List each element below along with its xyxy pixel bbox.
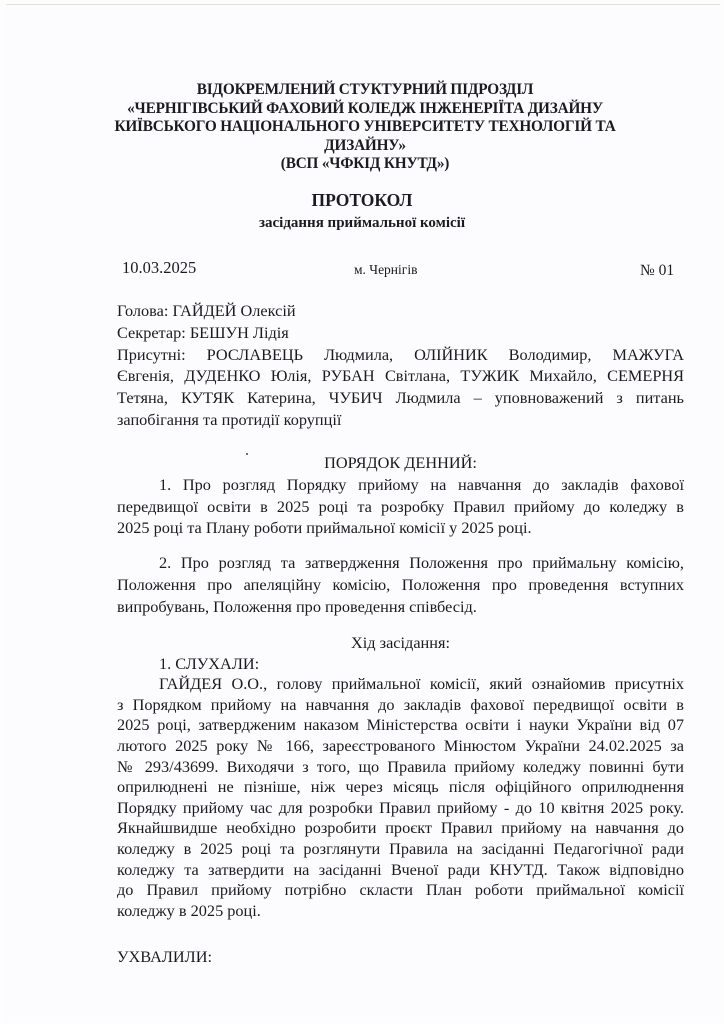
heard-line: оприлюднені не пізніше, ніж через місяць після офіційного оприлюднення bbox=[117, 777, 684, 797]
proceedings-block bbox=[117, 633, 684, 968]
present-line: Тетяна, КУТЯК Катерина, ЧУБИЧ Людмила – уповноважений з питань bbox=[117, 388, 684, 408]
agenda-line: випробувань, Положення про проведення співбесід. bbox=[117, 596, 477, 616]
heard-line: 2025 році, затвердженим наказом Міністерства освіти і науки України від 07 bbox=[117, 715, 684, 735]
heard-line: до Правил прийому потрібно скласти План роботи приймальної комісії bbox=[117, 880, 684, 900]
heard-line: коледжу в 2025 році. bbox=[117, 900, 261, 920]
resolved-label: УХВАЛИЛИ: bbox=[117, 947, 212, 967]
institution-header bbox=[110, 81, 620, 174]
agenda-item-1 bbox=[117, 474, 684, 539]
agenda-line: Положення про апеляційну комісію, Положення про проведення вступних bbox=[117, 574, 684, 594]
agenda-line: 2025 році та Плану роботи приймальної комісії у 2025 році. bbox=[117, 518, 532, 538]
document-subtitle: засідання приймальної комісії bbox=[258, 215, 466, 231]
heard-line: з Порядком прийому на навчання до закладів фахової передвищої освіти в bbox=[117, 694, 684, 714]
agenda-item-2 bbox=[117, 552, 684, 617]
present-line: запобігання та протидії корупції bbox=[117, 409, 342, 429]
document-number: № 01 bbox=[640, 262, 675, 279]
heard-line: № 293/43699. Виходячи з того, що Правила прийому коледжу повинні бути bbox=[117, 756, 684, 776]
heard-line: коледжу в 2025 році та розглянути Правила на засіданні Педагогічної ради bbox=[117, 838, 684, 858]
proceedings-heading: Хід засідання: bbox=[351, 633, 450, 652]
header-line: (ВСП «ЧФКІД КНУТД») bbox=[280, 155, 450, 172]
agenda-block bbox=[117, 452, 684, 618]
agenda-line: 1. Про розгляд Порядку прийому на навчання до закладів фахової bbox=[159, 474, 684, 494]
agenda-heading: ПОРЯДОК ДЕННИЙ: bbox=[324, 453, 477, 472]
document-city: м. Чернігів bbox=[354, 262, 418, 277]
heard-label: 1. СЛУХАЛИ: bbox=[159, 653, 260, 673]
agenda-line: передвищої освіти в 2025 році та розробку Правил прийому до коледжу в bbox=[117, 496, 684, 516]
chair-line: Голова: ГАЙДЕЙ Олексій bbox=[117, 301, 296, 320]
present-line: Євгенія, ДУДЕНКО Юлія, РУБАН Світлана, ТУЖИК Михайло, СЕМЕРНЯ bbox=[117, 366, 684, 386]
secretary-line: Секретар: БЕШУН Лідія bbox=[117, 322, 289, 342]
heard-line: ГАЙДЕЯ О.О., голову приймальної комісії, який ознайомив присутніх bbox=[159, 674, 684, 694]
present-line: Присутні: РОСЛАВЕЦЬ Людмила, ОЛІЙНИК Володимир, МАЖУГА bbox=[117, 344, 684, 364]
document-date: 10.03.2025 bbox=[122, 258, 197, 277]
header-line: ВІДОКРЕМЛЕНИЙ СТУКТУРНИЙ ПІДРОЗДІЛ bbox=[196, 81, 534, 98]
participants-block bbox=[117, 300, 684, 431]
header-line: «ЧЕРНІГІВСЬКИЙ ФАХОВИЙ КОЛЕДЖ ІНЖЕНЕРІЇТА ДИЗАЙНУ bbox=[127, 99, 603, 117]
header-line: КИЇВСЬКОГО НАЦІОНАЛЬНОГО УНІВЕРСИТЕТУ ТЕХНОЛОГІЙ ТА bbox=[114, 118, 616, 135]
header-line: ДИЗАЙНУ» bbox=[324, 136, 406, 154]
heard-line: коледжу та затвердити на засіданні Вченої ради КНУТД. Також відповідно bbox=[117, 859, 684, 879]
heard-line: лютого 2025 року № 166, зареєстрованого Мінюстом України 24.02.2025 за bbox=[117, 735, 684, 755]
document-title: ПРОТОКОЛ bbox=[311, 190, 413, 210]
heard-line: Порядку прийому час для розробки Правил прийому - до 10 квітня 2025 року. bbox=[117, 797, 684, 817]
heard-line: Якнайшвидше необхідно розробити проєкт Правил прийому на навчання до bbox=[117, 818, 684, 838]
agenda-line: 2. Про розгляд та затвердження Положення про приймальну комісію, bbox=[159, 553, 684, 573]
